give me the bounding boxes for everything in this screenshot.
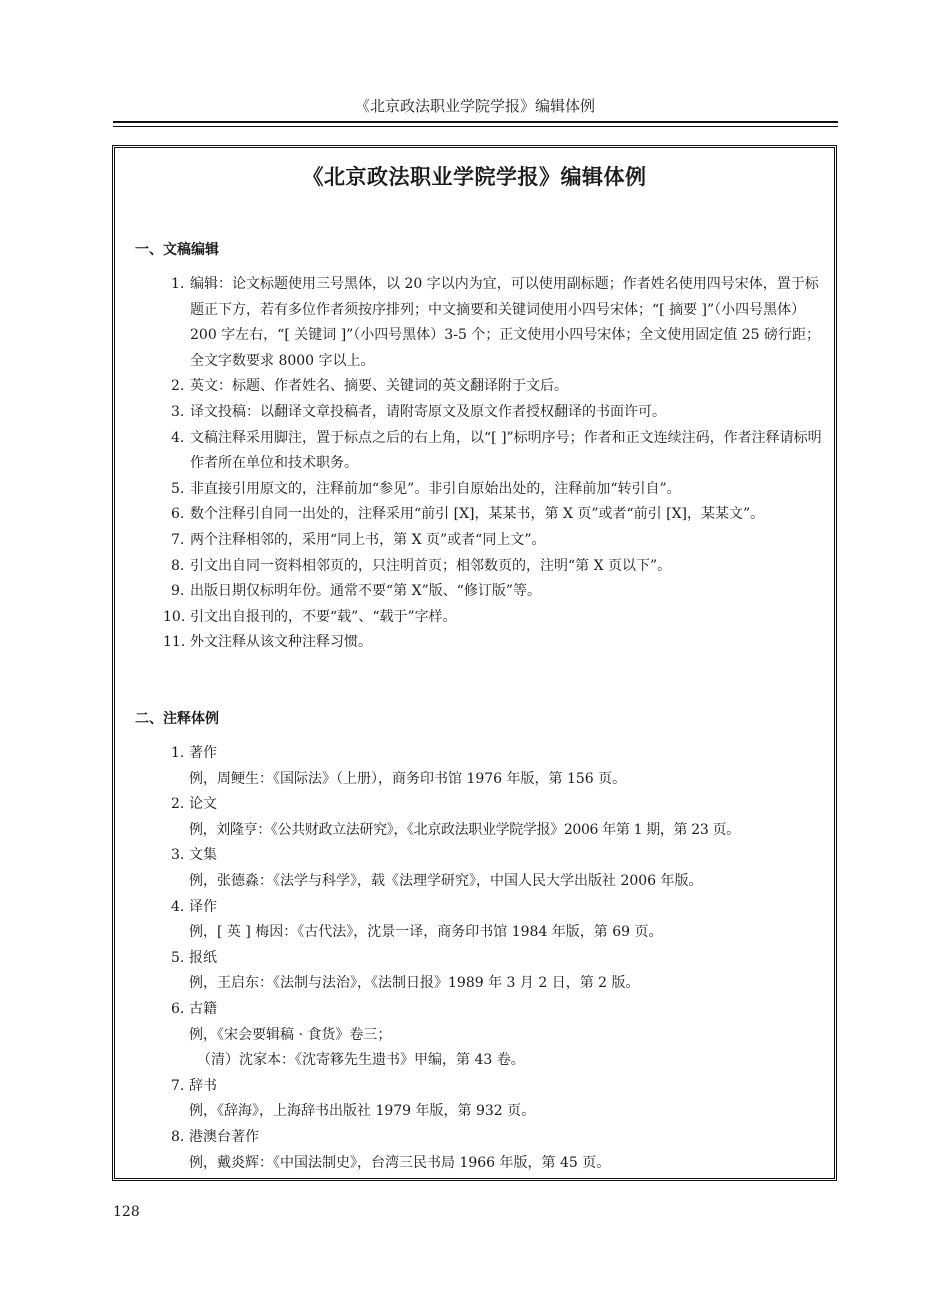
item-text: 引文出自同一资料相邻页的，只注明首页；相邻数页的，注明“第 X 页以下”。 <box>190 557 672 574</box>
citation-type-label: 辞书 <box>189 1077 217 1094</box>
list-item <box>171 528 826 554</box>
citation-item <box>171 895 831 946</box>
citation-type <box>171 843 831 869</box>
item-number: 7. <box>171 1077 185 1094</box>
citation-type <box>171 741 831 767</box>
citation-example: 例，刘隆亨：《公共财政立法研究》，《北京政法职业学院学报》2006 年第 1 期，第 23 页。 <box>189 821 740 838</box>
item-text: 两个注释相邻的，采用“同上书，第 X 页”或者“同上文”。 <box>190 531 546 548</box>
citation-type-label: 文集 <box>189 847 217 864</box>
item-number: 9. <box>171 583 185 600</box>
item-text: 译文投稿：以翻译文章投稿者，请附寄原文及原文作者授权翻译的书面许可。 <box>190 403 666 420</box>
citation-type-label: 译作 <box>189 898 217 915</box>
page-number: 128 <box>113 1204 140 1220</box>
list-item <box>171 272 826 374</box>
citation-type <box>171 792 831 818</box>
list-item <box>171 477 826 503</box>
citation-type <box>171 946 831 972</box>
item-text: 引文出自报刊的，不要“载”、“载于”字样。 <box>190 608 457 625</box>
citation-type-label: 港澳台著作 <box>189 1128 259 1145</box>
citation-type <box>171 1074 831 1100</box>
citation-type <box>171 895 831 921</box>
list-item <box>171 400 826 426</box>
citation-example-continued: （清）沈家本：《沈寄簃先生遗书》甲编，第 43 卷。 <box>197 1052 525 1069</box>
list-item <box>171 554 826 580</box>
header-rule-thick <box>113 121 838 123</box>
item-number: 6. <box>171 1000 185 1017</box>
item-number: 11. <box>163 634 186 651</box>
citation-item <box>171 997 831 1074</box>
item-number: 8. <box>171 1128 185 1145</box>
citation-example: 例，王启东：《法制与法治》，《法制日报》1989 年 3 月 2 日，第 2 版。 <box>189 975 640 992</box>
list-item <box>171 502 826 528</box>
item-number: 10. <box>163 608 186 625</box>
item-text: 编辑：论文标题使用三号黑体，以 20 字以内为宜，可以使用副标题；作者姓名使用四号宋体，置于标题正下方，若有多位作者须按序排列；中文摘要和关键词使用小四号宋体；“[ 摘要 ]”（小四号黑体）200 字左右，“[ 关键词 ]”（小四号黑体）3-5 个；正文使用小四号宋体；全文使用固定值 25 磅行距；全文字数要求 8000 字以上。 <box>190 276 821 369</box>
item-text: 非直接引用原文的，注释前加“参见”。非引自原始出处的，注释前加“转引自”。 <box>190 480 681 497</box>
citation-example: 例，《宋会要辑稿 · 食货》卷三； <box>189 1026 392 1043</box>
citation-example: 例，戴炎辉：《中国法制史》，台湾三民书局 1966 年版，第 45 页。 <box>189 1154 611 1171</box>
item-number: 7. <box>171 531 185 548</box>
citation-type <box>171 1125 831 1151</box>
document-title: 《北京政法职业学院学报》编辑体例 <box>302 165 647 189</box>
item-number: 4. <box>171 898 185 915</box>
citation-item <box>171 1125 831 1176</box>
citation-example: 例，张德淼：《法学与科学》，载《法理学研究》，中国人民大学出版社 2006 年版。 <box>189 872 703 889</box>
item-number: 1. <box>171 745 185 761</box>
item-text: 数个注释引自同一出处的，注释采用“前引 [X]，某某书，第 X 页”或者“前引 [X]，某某文”。 <box>190 506 765 523</box>
item-number: 4. <box>171 429 185 446</box>
citation-type <box>171 997 831 1023</box>
citation-item <box>171 741 831 792</box>
citation-item <box>171 843 831 894</box>
list-item <box>171 374 826 400</box>
item-number: 5. <box>171 949 185 966</box>
list-item <box>163 605 826 631</box>
item-text: 外文注释从该文种注释习惯。 <box>190 634 372 651</box>
citation-example: 例，《辞海》，上海辞书出版社 1979 年版，第 932 页。 <box>189 1103 536 1120</box>
item-text: 出版日期仅标明年份。通常不要“第 X”版、“修订版”等。 <box>190 583 542 600</box>
item-number: 3. <box>171 403 185 420</box>
item-number: 5. <box>171 480 185 497</box>
citation-example: 例，周鲠生：《国际法》（上册），商务印书馆 1976 年版，第 156 页。 <box>189 770 627 787</box>
editing-rules-list <box>163 272 826 656</box>
item-number: 6. <box>171 506 185 523</box>
header-rule-thin <box>113 126 838 127</box>
list-item <box>163 630 826 656</box>
list-item <box>171 579 826 605</box>
citation-examples-list <box>171 741 831 1176</box>
item-text: 文稿注释采用脚注，置于标点之后的右上角，以“[ ]”标明序号；作者和正文连续注码，作者注释请标明作者所在单位和技术职务。 <box>190 429 822 472</box>
item-number: 2. <box>171 796 185 813</box>
section-heading-citation: 二、注释体例 <box>135 711 219 727</box>
item-number: 2. <box>171 378 185 395</box>
citation-item <box>171 946 831 997</box>
content-frame <box>112 145 837 1181</box>
section-heading-editing: 一、文稿编辑 <box>135 242 219 258</box>
citation-item <box>171 792 831 843</box>
citation-item <box>171 1074 831 1125</box>
citation-type-label: 论文 <box>189 796 217 813</box>
list-item <box>171 426 826 477</box>
item-text: 英文：标题、作者姓名、摘要、关键词的英文翻译附于文后。 <box>190 378 568 395</box>
citation-type-label: 古籍 <box>189 1000 217 1017</box>
citation-type-label: 报纸 <box>189 949 217 966</box>
running-head: 《北京政法职业学院学报》编辑体例 <box>354 97 595 115</box>
item-number: 8. <box>171 557 185 574</box>
item-number: 1. <box>171 276 185 292</box>
citation-type-label: 著作 <box>189 745 217 761</box>
citation-example: 例，[ 英 ] 梅因：《古代法》，沈景一译，商务印书馆 1984 年版，第 69 页。 <box>189 924 663 941</box>
item-number: 3. <box>171 847 185 864</box>
